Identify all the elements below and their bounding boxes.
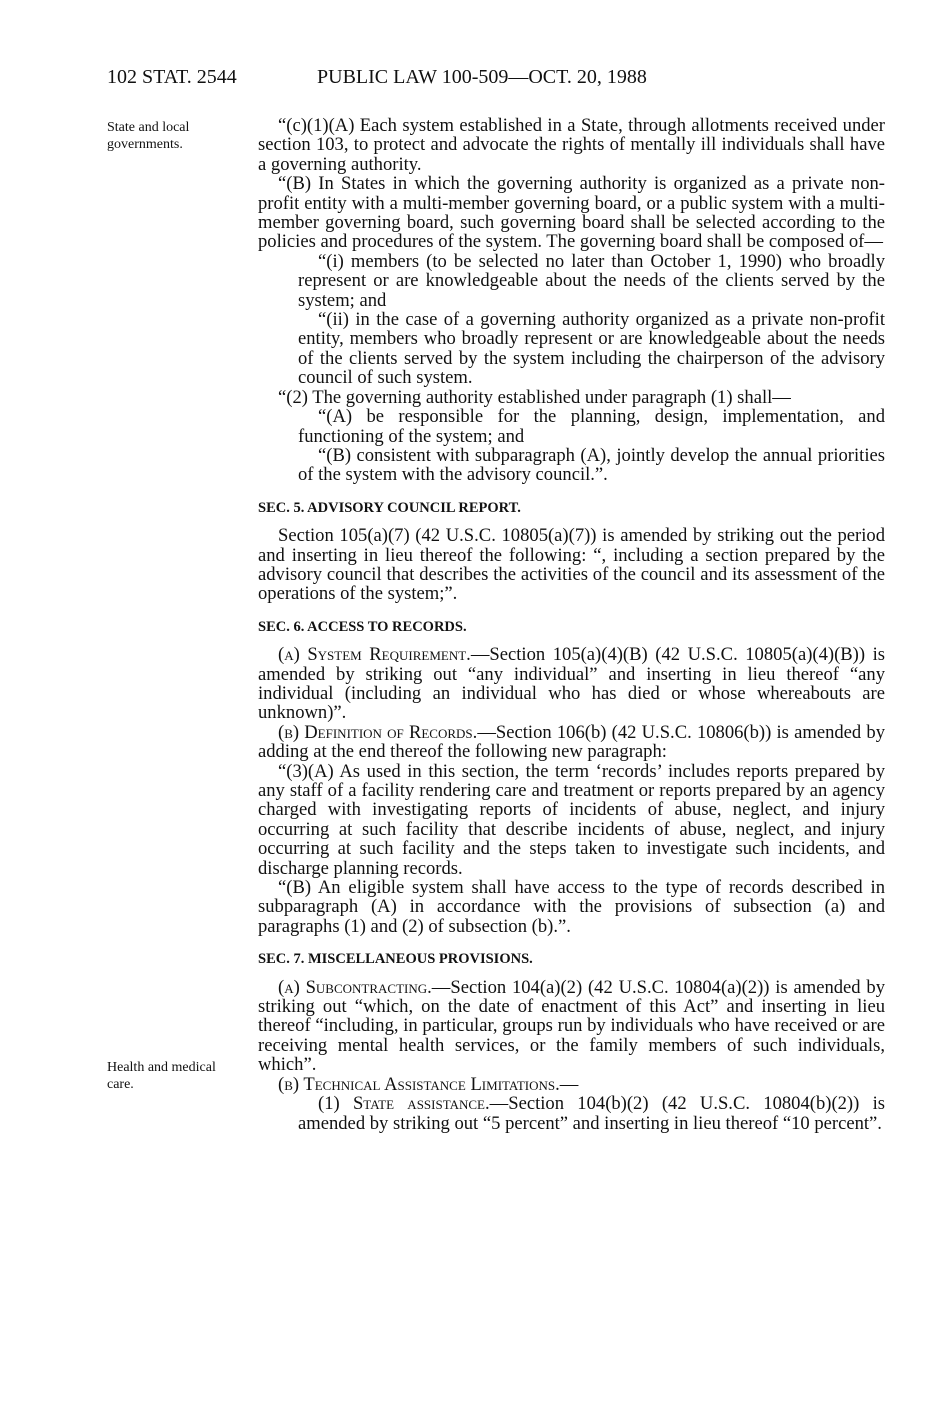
paragraph: “(A) be responsible for the planning, design, implementation, and functioning of the system; and	[298, 406, 885, 447]
paragraph: “(2) The governing authority established under paragraph (1) shall—	[278, 386, 791, 408]
document-body	[258, 116, 885, 1133]
section-heading: SEC. 6. ACCESS TO RECORDS.	[258, 618, 467, 635]
public-law-title: PUBLIC LAW 100-509—OCT. 20, 1988	[317, 66, 647, 88]
paragraph	[258, 723, 885, 762]
paragraph-text: —Section 104(a)(2) (42 U.S.C. 10804(a)(2)) is amended by striking out “which, on the date of enactment of this Act” and inserting in lieu thereof “including, in particular, groups run by individuals who have received or are receiving mental health services, or the family members of such individuals, which”.	[258, 976, 885, 1076]
paragraph	[258, 978, 885, 1075]
subsection-label: (b) Definition of Records.	[278, 721, 478, 743]
subsection-label: (a) Subcontracting.	[278, 976, 432, 998]
margin-note-health-medical: Health and medical care.	[107, 1060, 216, 1092]
section-heading: SEC. 5. ADVISORY COUNCIL REPORT.	[258, 499, 521, 516]
paragraph-text: —Section 105(a)(4)(B) (42 U.S.C. 10805(a)(4)(B)) is amended by striking out “any individual” and inserting in lieu thereof “any individual (including an individual who has died or whose whereabouts are unknown)”.	[258, 644, 885, 724]
subsection-label: (a) System Requirement.	[278, 644, 471, 666]
paragraph: “(B) In States in which the governing authority is organized as a private non-profit entity with a multi-member governing board, or a public system with a multi-member governing board, such governing board shall be selected according to the policies and procedures of the system. The governing board shall be composed of—	[258, 173, 885, 253]
paragraph: “(ii) in the case of a governing authority organized as a private non-profit entity, members who broadly represent or are knowledgeable about the needs of the clients served by the system including the chairperson of the advisory council of such system.	[298, 309, 885, 389]
paragraph	[258, 645, 885, 723]
margin-note-state-local: State and local governments.	[107, 120, 190, 152]
paragraph: “(3)(A) As used in this section, the term ‘records’ includes reports prepared by any staff of a facility rendering care and treatment or reports prepared by an agency charged with investigating reports of incidents of abuse, neglect, and injury occurring at such facility that describe incidents of abuse, neglect, and injury occurring at such facility and the steps taken to investigate such incidents, and discharge planning records.	[258, 760, 885, 879]
page-header	[0, 66, 947, 96]
paragraph: “(i) members (to be selected no later than October 1, 1990) who broadly represent or are knowledgeable about the needs of the clients served by the system; and	[298, 250, 885, 311]
subsection-label: (b) Technical Assistance Limitations.	[278, 1073, 560, 1095]
paragraph-text: —Section 104(b)(2) (42 U.S.C. 10804(b)(2)) is amended by striking out “5 percent” and inserting in lieu thereof “10 percent”.	[298, 1093, 885, 1134]
paragraph: “(B) consistent with subparagraph (A), jointly develop the annual priorities of the system with the advisory council.”.	[298, 444, 885, 486]
subsection-label: (1) State assistance.	[318, 1093, 490, 1115]
section-heading: SEC. 7. MISCELLANEOUS PROVISIONS.	[258, 951, 533, 968]
paragraph-text: —	[559, 1073, 579, 1095]
paragraph: “(c)(1)(A) Each system established in a State, through allotments received under section 103, to protect and advocate the rights of mentally ill individuals shall have a governing authority.	[258, 115, 885, 175]
paragraph-text: —Section 106(b) (42 U.S.C. 10806(b)) is amended by adding at the end thereof the following new paragraph:	[258, 721, 886, 763]
stat-page-number: 102 STAT. 2544	[107, 66, 237, 88]
paragraph	[258, 1094, 885, 1133]
paragraph: Section 105(a)(7) (42 U.S.C. 10805(a)(7)) is amended by striking out the period and inserting in lieu thereof the following: “, including a section prepared by the advisory council that describes the activities of the council and its assessment of the operations of the system;”.	[258, 525, 885, 605]
paragraph	[258, 1075, 885, 1094]
paragraph: “(B) An eligible system shall have access to the type of records described in subparagraph (A) in accordance with the provisions of subsection (a) and paragraphs (1) and (2) of subsection (b).”.	[258, 877, 885, 937]
